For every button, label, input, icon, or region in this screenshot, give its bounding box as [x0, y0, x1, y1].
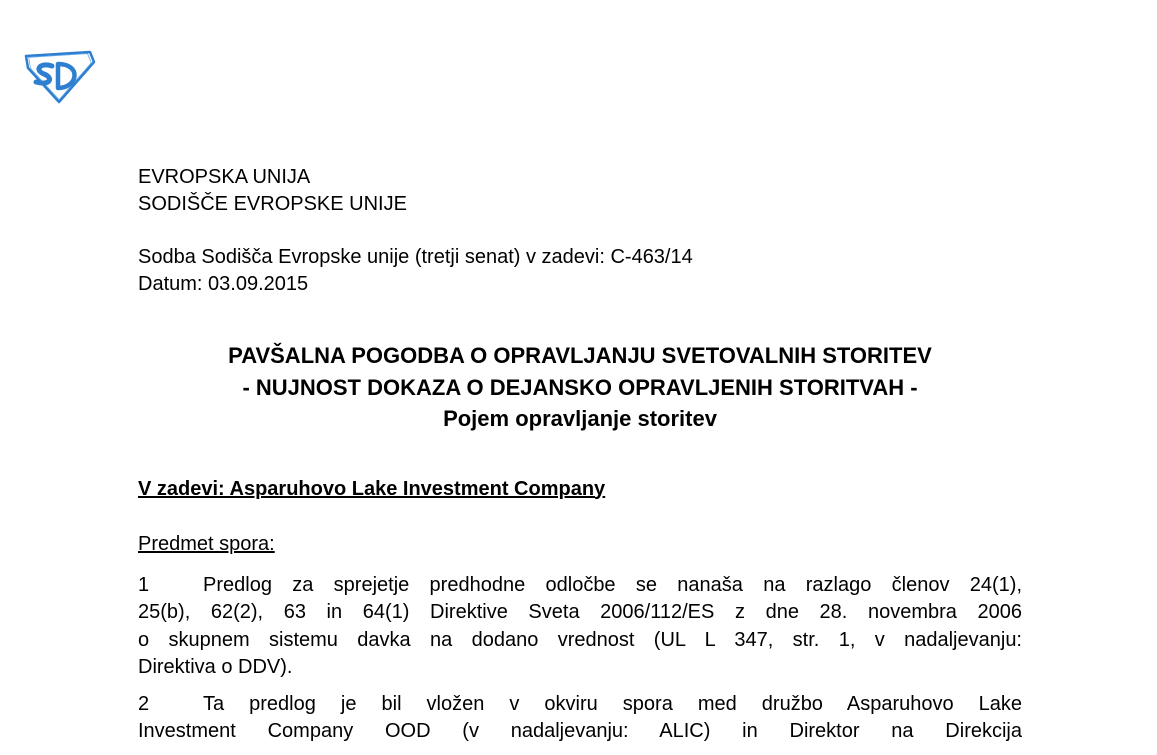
- case-judgment: Sodba Sodišča Evropske unije (tretji senat) v zadevi: C-463/14: [138, 246, 693, 268]
- paragraph-number: 2: [138, 692, 150, 715]
- document-page: [138, 164, 1022, 755]
- case-date: Datum: 03.09.2015: [138, 273, 309, 295]
- document-title: [138, 340, 1022, 435]
- header-line-union: EVROPSKA UNIJA: [138, 166, 311, 188]
- paragraph-2: [138, 691, 1022, 746]
- paragraph-row: Investment Company OOD (v nadaljevanju: ALIC) in Direktor na Direkcija: [138, 720, 1022, 742]
- case-info: [138, 244, 1022, 298]
- title-line-3: Pojem opravljanje storitev: [443, 406, 717, 431]
- paragraph-row: o skupnem sistemu davka na dodano vrednost (UL L 347, str. 1, v nadaljevanju:: [138, 628, 1022, 651]
- paragraph-1: [138, 572, 1022, 682]
- sd-logo-icon: [22, 48, 96, 104]
- section-heading: Predmet spora:: [138, 532, 275, 555]
- court-header: [138, 164, 1022, 218]
- title-line-1: PAVŠALNA POGODBA O OPRAVLJANJU SVETOVALNIH STORITEV: [228, 343, 932, 368]
- paragraph-row: 1 Predlog za sprejetje predhodne odločbe se nanaša na razlago členov 24(1),: [138, 572, 1022, 600]
- case-subject: V zadevi: Asparuhovo Lake Investment Company: [138, 477, 606, 500]
- paragraph-number: 1: [138, 573, 150, 596]
- paragraph-row: 25(b), 62(2), 63 in 64(1) Direktive Sveta 2006/112/ES z dne 28. novembra 2006: [138, 601, 1022, 623]
- header-line-court: SODIŠČE EVROPSKE UNIJE: [138, 193, 407, 215]
- paragraph-row: Direktiva o DDV).: [138, 656, 293, 678]
- paragraph-row: 2 Ta predlog je bil vložen v okviru spora med družbo Asparuhovo Lake: [138, 691, 1022, 719]
- title-line-2: - NUJNOST DOKAZA O DEJANSKO OPRAVLJENIH STORITVAH -: [242, 374, 918, 400]
